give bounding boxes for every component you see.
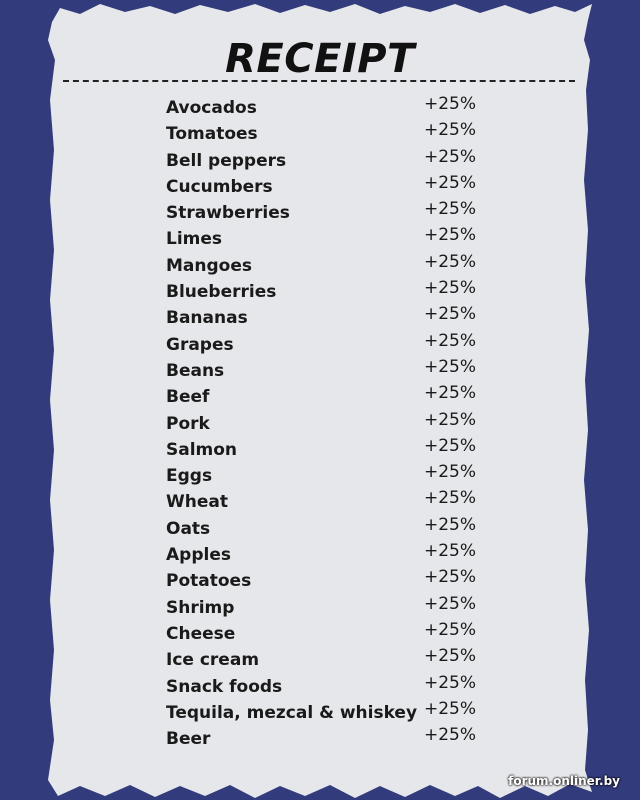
item-name: Tomatoes	[166, 124, 258, 145]
item-name: Cucumbers	[166, 176, 273, 197]
item-change: +25%	[424, 619, 477, 640]
item-name: Limes	[166, 229, 223, 250]
item-name: Salmon	[166, 439, 238, 460]
item-change: +25%	[424, 251, 477, 272]
item-name: Beans	[166, 360, 225, 381]
item-name: Strawberries	[166, 203, 290, 224]
item-name: Pork	[166, 413, 210, 434]
item-name: Snack foods	[166, 676, 283, 697]
item-name: Bananas	[166, 308, 248, 329]
item-change: +25%	[424, 330, 477, 351]
item-name: Bell peppers	[166, 150, 287, 171]
item-name: Shrimp	[166, 597, 235, 618]
item-change: +25%	[424, 199, 477, 220]
item-change: +25%	[424, 725, 477, 746]
item-change: +25%	[424, 698, 477, 719]
item-name: Oats	[166, 518, 211, 539]
item-change: +25%	[424, 304, 477, 325]
item-name: Beef	[166, 387, 210, 408]
item-change: +25%	[424, 435, 477, 456]
item-change: +25%	[424, 383, 477, 404]
item-name: Wheat	[166, 492, 228, 513]
item-change: +25%	[424, 94, 477, 114]
receipt-item-list	[166, 95, 496, 752]
item-change: +25%	[424, 356, 477, 377]
item-change: +25%	[424, 672, 477, 693]
item-change: +25%	[424, 278, 477, 299]
item-change: +25%	[424, 409, 477, 430]
item-name: Mangoes	[166, 255, 252, 276]
item-change: +25%	[424, 567, 477, 588]
item-name: Ice cream	[166, 650, 260, 671]
item-change: +25%	[424, 646, 477, 667]
item-change: +25%	[424, 120, 477, 141]
item-name: Beer	[166, 729, 211, 750]
item-change: +25%	[424, 593, 477, 614]
item-name: Grapes	[166, 334, 234, 355]
item-change: +25%	[424, 462, 477, 483]
dashed-divider	[63, 80, 575, 82]
item-name: Blueberries	[166, 282, 277, 303]
item-change: +25%	[424, 172, 477, 193]
item-name: Tequila, mezcal & whiskey	[166, 702, 418, 723]
item-name: Apples	[166, 545, 231, 566]
item-change: +25%	[424, 541, 477, 562]
item-name: Cheese	[166, 623, 236, 644]
item-change: +25%	[424, 146, 477, 167]
item-name: Avocados	[166, 98, 257, 118]
item-change: +25%	[424, 225, 477, 246]
item-name: Potatoes	[166, 571, 252, 592]
item-change: +25%	[424, 488, 477, 509]
receipt-row	[166, 726, 496, 752]
item-name: Eggs	[166, 466, 213, 487]
watermark: forum.onliner.by	[508, 774, 620, 788]
receipt-title: RECEIPT	[225, 36, 415, 82]
item-change: +25%	[424, 514, 477, 535]
